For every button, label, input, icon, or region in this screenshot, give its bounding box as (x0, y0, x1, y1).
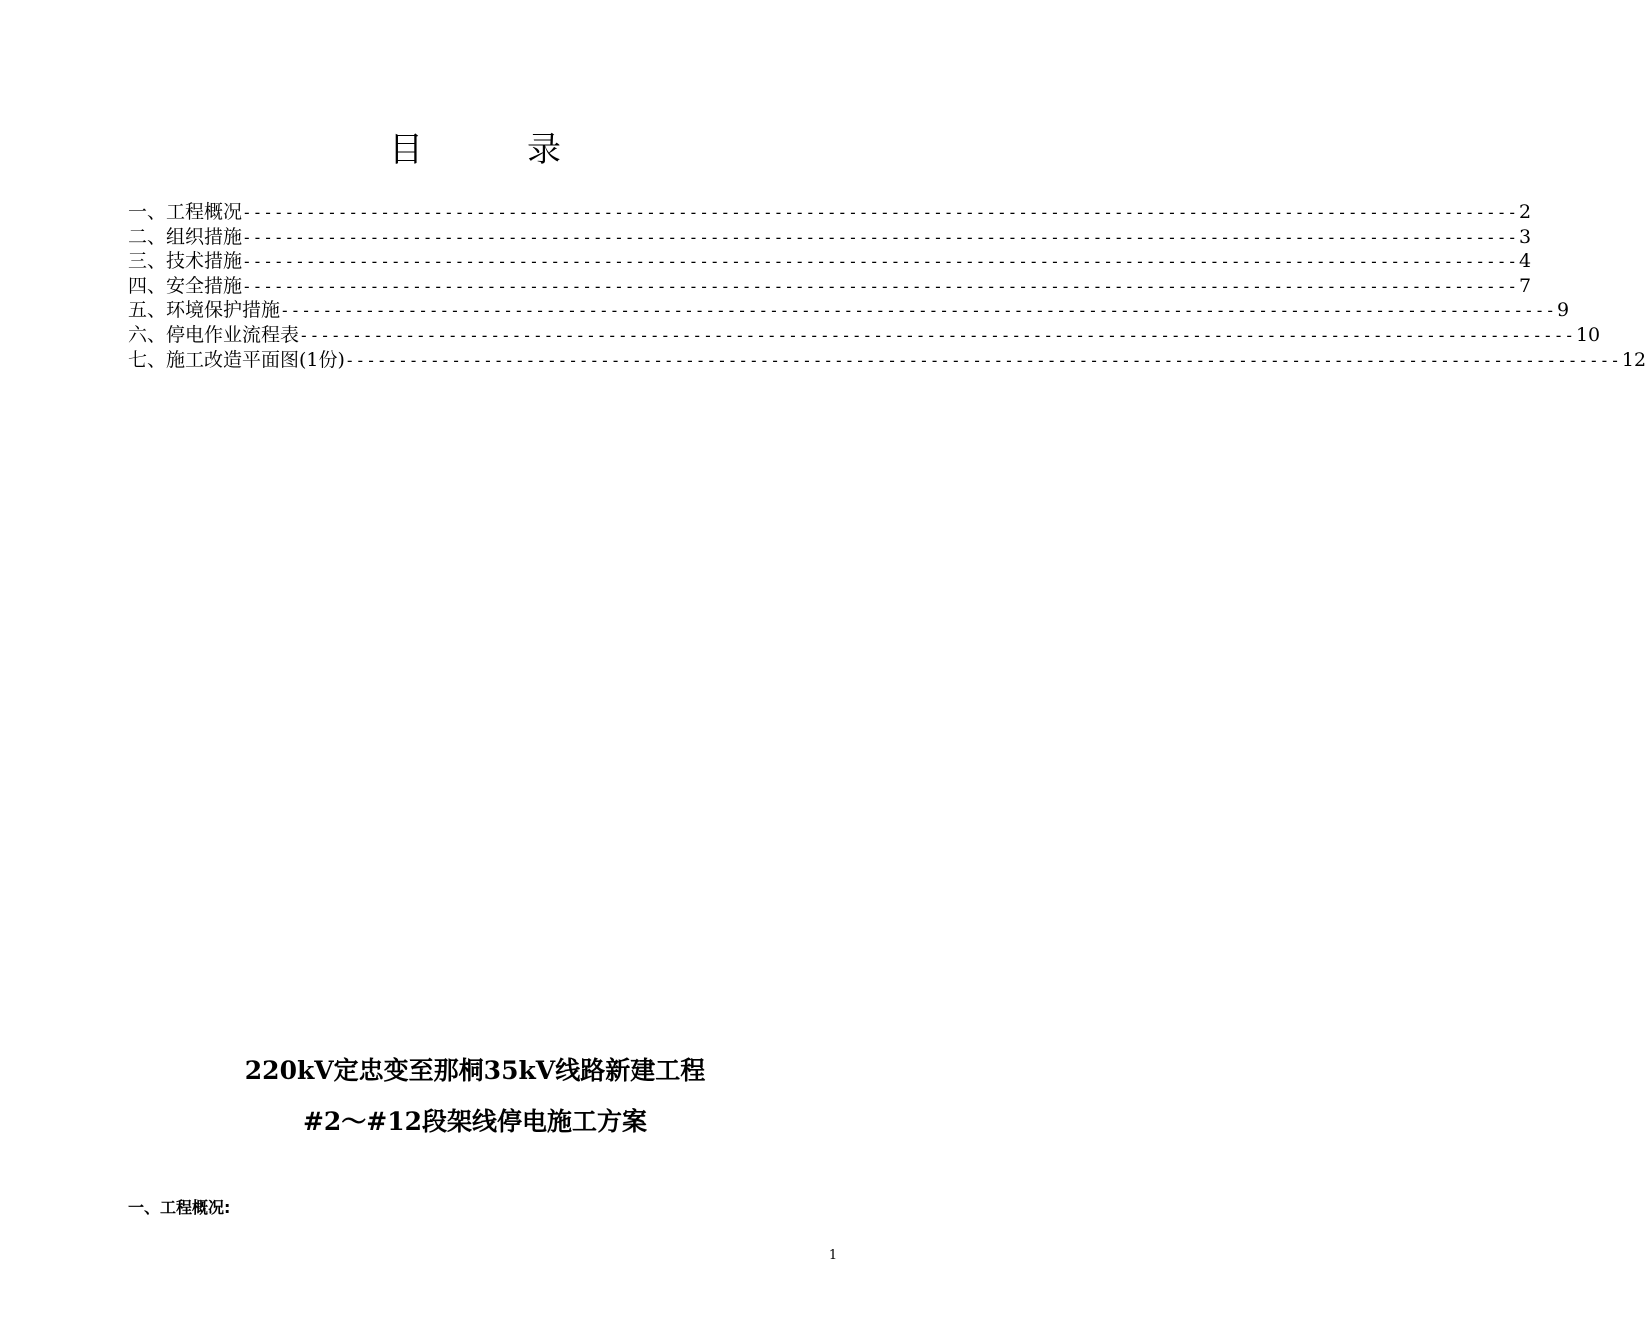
toc-entry-page: 9 (1556, 299, 1570, 322)
toc-title (0, 128, 950, 172)
toc-entry[interactable] (128, 298, 1570, 323)
toc-entry[interactable] (128, 225, 1532, 250)
toc-entry-label: 四、安全措施 (128, 274, 243, 297)
toc-entry-label: 六、停电作业流程表 (128, 323, 300, 346)
document-title-line-2: #2～#12段架线停电施工方案 (302, 1107, 648, 1136)
toc-leader: ------------------------------------------------------------------------------------------------------------------------ (242, 276, 1518, 296)
toc-leader: ------------------------------------------------------------------------------------------------------------------------ (242, 203, 1518, 222)
toc-entry[interactable] (128, 323, 1601, 348)
toc-entry[interactable] (128, 274, 1532, 299)
toc-entry-page: 12 (1621, 348, 1646, 371)
toc-entry-page: 2 (1518, 201, 1532, 223)
toc-leader: ------------------------------------------------------------------------------------------------------------------------ (242, 227, 1518, 247)
toc-entry[interactable] (128, 348, 1646, 373)
toc-entry-label: 七、施工改造平面图(1份) (128, 348, 345, 371)
toc-entry-label: 一、工程概况 (128, 201, 243, 223)
toc-entry-page: 3 (1518, 225, 1532, 248)
section-heading: 一、工程概况: (128, 1198, 231, 1217)
toc-leader: ------------------------------------------------------------------------------------------------------------------------ (280, 301, 1556, 321)
toc-entry[interactable] (128, 200, 1532, 225)
page-number: 1 (828, 1248, 838, 1263)
table-of-contents (128, 200, 1646, 372)
toc-entry-page: 7 (1518, 274, 1532, 297)
toc-entry-label: 二、组织措施 (128, 225, 243, 248)
toc-leader: ------------------------------------------------------------------------------------------------------------------------ (299, 325, 1575, 345)
document-title-line-1: 220kV定忠变至那桐35kV线路新建工程 (244, 1056, 706, 1085)
toc-title-left: 目 (389, 130, 423, 170)
toc-entry[interactable] (128, 249, 1532, 274)
toc-entry-page: 10 (1575, 323, 1601, 346)
toc-entry-label: 五、环境保护措施 (128, 299, 281, 322)
toc-title-right: 录 (527, 130, 561, 170)
toc-leader: ------------------------------------------------------------------------------------------------------------------------ (344, 350, 1621, 370)
toc-entry-label: 三、技术措施 (128, 250, 243, 273)
toc-leader: ------------------------------------------------------------------------------------------------------------------------ (242, 252, 1518, 272)
toc-entry-page: 4 (1518, 250, 1532, 273)
